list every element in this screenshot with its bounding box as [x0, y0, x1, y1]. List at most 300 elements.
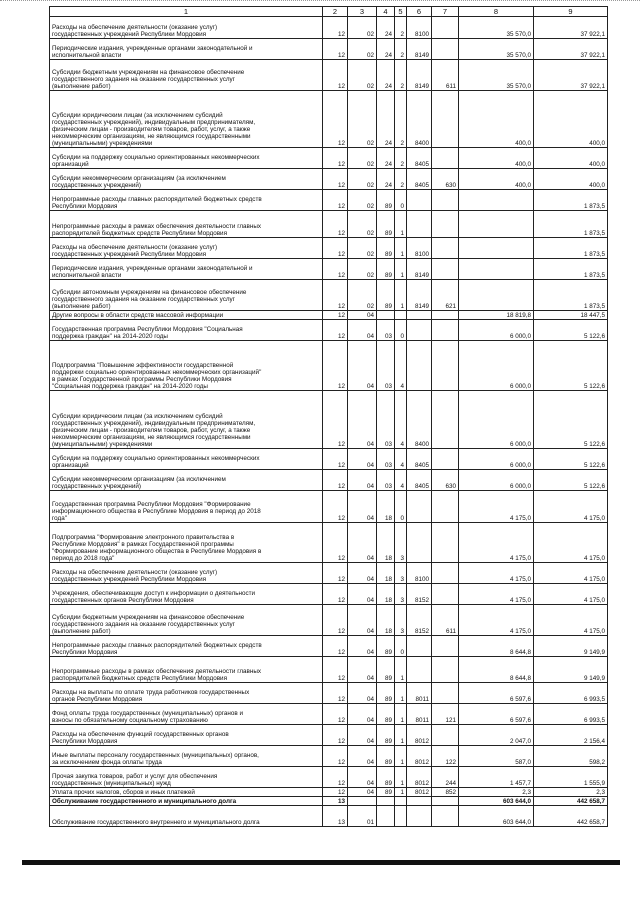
row-code-cell: 12 — [323, 523, 348, 563]
table-row — [50, 259, 608, 280]
row-code-cell: 12 — [323, 280, 348, 311]
row-code-cell: 89 — [377, 190, 395, 211]
row-code-cell — [407, 806, 432, 827]
row-code-cell — [432, 563, 459, 584]
table-row — [50, 704, 608, 725]
row-code-cell: 5 122,6 — [534, 341, 608, 391]
row-code-cell — [407, 320, 432, 341]
row-code-cell — [432, 725, 459, 746]
row-code-cell: 04 — [348, 788, 377, 797]
row-code-cell: 3 — [395, 605, 407, 636]
table-row — [50, 190, 608, 211]
row-code-cell: 24 — [377, 148, 395, 169]
table-row — [50, 148, 608, 169]
row-code-cell — [432, 91, 459, 148]
row-code-cell: 35 570,0 — [459, 17, 534, 39]
table-row — [50, 470, 608, 491]
row-code-cell: 04 — [348, 605, 377, 636]
table-row — [50, 605, 608, 636]
row-code-cell — [432, 523, 459, 563]
row-code-cell: 121 — [432, 704, 459, 725]
row-description-cell: Субсидии бюджетным учреждениям на финансовое обеспечение государственного задания на оказание государственных услуг (выполнение работ) — [50, 60, 323, 91]
row-code-cell: 12 — [323, 683, 348, 704]
row-code-cell — [407, 190, 432, 211]
table-row — [50, 169, 608, 190]
row-description-cell: Субсидии бюджетным учреждениям на финансовое обеспечение государственного задания на оказание государственных услуг (выполнение работ) — [50, 605, 323, 636]
row-code-cell: 12 — [323, 259, 348, 280]
row-description-cell: Субсидии на поддержку социально ориентированных некоммерческих организаций — [50, 449, 323, 470]
row-code-cell: 12 — [323, 17, 348, 39]
row-code-cell: 1 — [395, 238, 407, 259]
row-description-cell: Расходы на обеспечение деятельности (оказание услуг) государственных учреждений Республики Мордовия — [50, 17, 323, 39]
row-code-cell: 4 175,0 — [459, 584, 534, 605]
table-row — [50, 449, 608, 470]
row-code-cell: 8405 — [407, 449, 432, 470]
row-code-cell: 598,2 — [534, 746, 608, 767]
row-code-cell: 01 — [348, 806, 377, 827]
row-code-cell: 8011 — [407, 704, 432, 725]
row-code-cell: 12 — [323, 91, 348, 148]
row-code-cell: 4 175,0 — [459, 605, 534, 636]
row-code-cell: 24 — [377, 39, 395, 60]
row-description-cell: Субсидии автономным учреждениям на финансовое обеспечение государственного задания на оказание государственных услуг (выполнение работ) — [50, 280, 323, 311]
bottom-black-band — [22, 860, 620, 865]
row-description-cell: Государственная программа Республики Мордовия "Формирование информационного общества в Республике Мордовия в период до 2018 года" — [50, 491, 323, 523]
row-code-cell: 89 — [377, 767, 395, 788]
row-code-cell: 89 — [377, 238, 395, 259]
header-cell: 6 — [407, 7, 432, 17]
row-code-cell: 8012 — [407, 725, 432, 746]
row-code-cell — [395, 797, 407, 806]
row-code-cell: 12 — [323, 491, 348, 523]
row-code-cell — [432, 211, 459, 238]
top-dotted-rule — [0, 0, 640, 3]
row-code-cell: 852 — [432, 788, 459, 797]
row-code-cell: 04 — [348, 341, 377, 391]
row-code-cell: 18 — [377, 491, 395, 523]
row-code-cell: 8100 — [407, 563, 432, 584]
row-description-cell: Фонд оплаты труда государственных (муниципальных) органов и взносы по обязательному социальному страхованию — [50, 704, 323, 725]
row-code-cell: 611 — [432, 605, 459, 636]
row-code-cell: 02 — [348, 91, 377, 148]
row-code-cell: 02 — [348, 60, 377, 91]
row-code-cell: 4 175,0 — [534, 491, 608, 523]
row-code-cell — [459, 280, 534, 311]
row-description-cell: Обслуживание государственного и муниципального долга — [50, 797, 323, 806]
row-code-cell: 1 — [395, 280, 407, 311]
row-description-cell: Субсидии юридическим лицам (за исключением субсидий государственных учреждений), индивидуальным предпринимателям, физическим лицам - производителям товаров, работ, услуг, а также некоммерческим организациям, не являющимся государственными (муниципальными) учреждениями — [50, 91, 323, 148]
table-row — [50, 767, 608, 788]
row-code-cell: 04 — [348, 391, 377, 449]
row-code-cell: 04 — [348, 657, 377, 683]
row-code-cell: 4 175,0 — [459, 491, 534, 523]
table-row — [50, 91, 608, 148]
row-code-cell: 12 — [323, 704, 348, 725]
row-code-cell — [459, 190, 534, 211]
row-code-cell: 04 — [348, 683, 377, 704]
row-description-cell: Непрограммные расходы в рамках обеспечения деятельности главных распорядителей бюджетных средств Республики Мордовия — [50, 211, 323, 238]
row-code-cell: 3 — [395, 563, 407, 584]
row-code-cell: 13 — [323, 806, 348, 827]
row-code-cell: 18 — [377, 605, 395, 636]
row-code-cell: 5 122,6 — [534, 391, 608, 449]
row-description-cell: Уплата прочих налогов, сборов и иных платежей — [50, 788, 323, 797]
row-code-cell: 8149 — [407, 280, 432, 311]
row-code-cell: 04 — [348, 449, 377, 470]
row-code-cell: 12 — [323, 39, 348, 60]
row-code-cell: 8149 — [407, 39, 432, 60]
row-description-cell: Расходы на выплаты по оплате труда работников государственных органов Республики Мордовия — [50, 683, 323, 704]
row-code-cell: 4 — [395, 391, 407, 449]
header-row — [50, 7, 608, 17]
row-code-cell: 12 — [323, 60, 348, 91]
row-description-cell: Расходы на обеспечение функций государственных органов Республики Мордовия — [50, 725, 323, 746]
row-code-cell: 400,0 — [534, 169, 608, 190]
header-cell: 5 — [395, 7, 407, 17]
budget-table-sheet — [49, 6, 607, 827]
row-code-cell: 630 — [432, 470, 459, 491]
row-code-cell: 5 122,6 — [534, 470, 608, 491]
row-code-cell: 12 — [323, 320, 348, 341]
row-code-cell: 4 175,0 — [534, 605, 608, 636]
row-code-cell — [407, 657, 432, 683]
row-code-cell: 8405 — [407, 470, 432, 491]
row-code-cell: 9 149,9 — [534, 636, 608, 657]
row-code-cell: 18 — [377, 563, 395, 584]
row-description-cell: Подпрограмма "Формирование электронного правительства в Республике Мордовия" в рамках Государственной программы "Формирование информационного общества в Республике Мордовия в период до 2018 года" — [50, 523, 323, 563]
row-code-cell: 3 — [395, 584, 407, 605]
row-code-cell: 89 — [377, 636, 395, 657]
row-code-cell: 02 — [348, 259, 377, 280]
row-code-cell: 89 — [377, 657, 395, 683]
row-code-cell: 04 — [348, 704, 377, 725]
table-row — [50, 491, 608, 523]
row-code-cell: 8149 — [407, 259, 432, 280]
row-code-cell: 4 175,0 — [534, 584, 608, 605]
table-row — [50, 584, 608, 605]
row-code-cell: 603 644,0 — [459, 797, 534, 806]
row-description-cell: Расходы на обеспечение деятельности (оказание услуг) государственных учреждений Республики Мордовия — [50, 563, 323, 584]
table-row — [50, 563, 608, 584]
row-code-cell: 400,0 — [459, 148, 534, 169]
row-code-cell — [432, 797, 459, 806]
row-code-cell: 12 — [323, 148, 348, 169]
header-cell: 7 — [432, 7, 459, 17]
row-code-cell: 8012 — [407, 767, 432, 788]
row-code-cell: 02 — [348, 238, 377, 259]
row-code-cell: 4 — [395, 449, 407, 470]
row-code-cell: 12 — [323, 746, 348, 767]
row-code-cell: 8400 — [407, 391, 432, 449]
row-code-cell: 12 — [323, 391, 348, 449]
row-code-cell: 2 156,4 — [534, 725, 608, 746]
row-description-cell: Другие вопросы в области средств массовой информации — [50, 311, 323, 320]
row-code-cell: 89 — [377, 746, 395, 767]
row-code-cell: 1 873,5 — [534, 190, 608, 211]
header-cell: 1 — [50, 7, 323, 17]
row-code-cell — [377, 797, 395, 806]
header-cell: 9 — [534, 7, 608, 17]
row-code-cell: 8405 — [407, 169, 432, 190]
row-code-cell: 400,0 — [459, 169, 534, 190]
row-code-cell: 02 — [348, 211, 377, 238]
row-code-cell: 03 — [377, 341, 395, 391]
row-code-cell: 8100 — [407, 17, 432, 39]
row-code-cell: 12 — [323, 636, 348, 657]
table-row — [50, 211, 608, 238]
row-code-cell: 02 — [348, 169, 377, 190]
row-code-cell: 89 — [377, 725, 395, 746]
row-code-cell — [432, 17, 459, 39]
row-code-cell: 400,0 — [534, 91, 608, 148]
row-code-cell — [407, 311, 432, 320]
row-code-cell — [432, 311, 459, 320]
table-row — [50, 311, 608, 320]
table-row — [50, 746, 608, 767]
row-code-cell — [432, 391, 459, 449]
row-code-cell: 04 — [348, 491, 377, 523]
row-code-cell: 89 — [377, 704, 395, 725]
row-code-cell — [432, 584, 459, 605]
table-row — [50, 806, 608, 827]
row-code-cell: 244 — [432, 767, 459, 788]
row-code-cell: 02 — [348, 17, 377, 39]
row-description-cell: Субсидии некоммерческим организациям (за исключением государственных учреждений) — [50, 470, 323, 491]
row-code-cell: 04 — [348, 584, 377, 605]
row-code-cell: 89 — [377, 259, 395, 280]
row-code-cell — [432, 449, 459, 470]
row-description-cell: Государственная программа Республики Мордовия "Социальная поддержка граждан" на 2014-2020 годы — [50, 320, 323, 341]
row-code-cell: 630 — [432, 169, 459, 190]
row-code-cell: 04 — [348, 523, 377, 563]
table-row — [50, 657, 608, 683]
row-code-cell: 9 149,9 — [534, 657, 608, 683]
table-row — [50, 39, 608, 60]
row-code-cell — [407, 636, 432, 657]
row-code-cell: 89 — [377, 788, 395, 797]
row-description-cell: Периодические издания, учрежденные органами законодательной и исполнительной власти — [50, 259, 323, 280]
row-code-cell: 37 922,1 — [534, 17, 608, 39]
row-code-cell — [432, 39, 459, 60]
row-code-cell: 12 — [323, 725, 348, 746]
row-code-cell: 6 000,0 — [459, 391, 534, 449]
row-code-cell: 18 — [377, 584, 395, 605]
row-code-cell: 13 — [323, 797, 348, 806]
row-code-cell: 89 — [377, 280, 395, 311]
row-code-cell — [348, 797, 377, 806]
row-code-cell: 12 — [323, 238, 348, 259]
row-code-cell: 0 — [395, 190, 407, 211]
row-code-cell: 6 000,0 — [459, 449, 534, 470]
row-code-cell — [395, 311, 407, 320]
row-code-cell: 0 — [395, 491, 407, 523]
row-code-cell: 2,3 — [534, 788, 608, 797]
header-cell: 2 — [323, 7, 348, 17]
row-code-cell: 04 — [348, 767, 377, 788]
row-code-cell: 02 — [348, 190, 377, 211]
row-code-cell — [432, 148, 459, 169]
row-code-cell — [432, 320, 459, 341]
row-code-cell: 1 873,5 — [534, 280, 608, 311]
budget-table — [49, 6, 608, 827]
row-code-cell — [432, 341, 459, 391]
row-code-cell: 18 447,5 — [534, 311, 608, 320]
row-code-cell — [407, 797, 432, 806]
row-description-cell: Непрограммные расходы главных распорядителей бюджетных средств Республики Мордовия — [50, 636, 323, 657]
row-code-cell: 4 — [395, 341, 407, 391]
header-cell: 4 — [377, 7, 395, 17]
row-code-cell: 24 — [377, 17, 395, 39]
row-code-cell: 35 570,0 — [459, 60, 534, 91]
table-row — [50, 391, 608, 449]
table-body — [50, 7, 608, 827]
row-code-cell: 04 — [348, 746, 377, 767]
row-code-cell: 02 — [348, 280, 377, 311]
row-code-cell: 18 — [377, 523, 395, 563]
row-code-cell: 400,0 — [534, 148, 608, 169]
row-code-cell: 1 — [395, 211, 407, 238]
row-description-cell: Иные выплаты персоналу государственных (муниципальных) органов, за исключением фонда оплаты труда — [50, 746, 323, 767]
table-row — [50, 60, 608, 91]
row-code-cell — [407, 341, 432, 391]
row-code-cell: 6 993,5 — [534, 704, 608, 725]
row-code-cell: 24 — [377, 91, 395, 148]
row-description-cell: Обслуживание государственного внутреннего и муниципального долга — [50, 806, 323, 827]
row-code-cell: 6 000,0 — [459, 341, 534, 391]
row-code-cell: 12 — [323, 341, 348, 391]
row-code-cell: 12 — [323, 311, 348, 320]
row-code-cell: 603 644,0 — [459, 806, 534, 827]
row-code-cell: 6 000,0 — [459, 320, 534, 341]
row-code-cell: 12 — [323, 584, 348, 605]
row-code-cell: 89 — [377, 211, 395, 238]
row-code-cell: 8405 — [407, 148, 432, 169]
row-code-cell: 6 993,5 — [534, 683, 608, 704]
row-code-cell — [432, 491, 459, 523]
row-code-cell: 12 — [323, 470, 348, 491]
row-code-cell: 1 555,9 — [534, 767, 608, 788]
row-code-cell: 1 — [395, 746, 407, 767]
row-code-cell: 8011 — [407, 683, 432, 704]
row-code-cell: 442 658,7 — [534, 797, 608, 806]
table-row — [50, 320, 608, 341]
row-code-cell: 5 122,6 — [534, 449, 608, 470]
row-code-cell: 4 175,0 — [534, 523, 608, 563]
row-code-cell — [407, 491, 432, 523]
row-code-cell: 12 — [323, 767, 348, 788]
row-code-cell: 18 819,8 — [459, 311, 534, 320]
row-code-cell: 2 — [395, 148, 407, 169]
row-code-cell: 442 658,7 — [534, 806, 608, 827]
row-code-cell: 8012 — [407, 746, 432, 767]
row-description-cell: Непрограммные расходы в рамках обеспечения деятельности главных распорядителей бюджетных средств Республики Мордовия — [50, 657, 323, 683]
row-code-cell: 4 175,0 — [459, 563, 534, 584]
row-code-cell: 04 — [348, 311, 377, 320]
row-code-cell: 6 597,6 — [459, 683, 534, 704]
row-code-cell — [432, 683, 459, 704]
row-description-cell: Прочая закупка товаров, работ и услуг для обеспечения государственных (муниципальных) нужд — [50, 767, 323, 788]
row-code-cell: 03 — [377, 391, 395, 449]
row-code-cell: 04 — [348, 470, 377, 491]
table-row — [50, 725, 608, 746]
row-code-cell: 2 047,0 — [459, 725, 534, 746]
row-code-cell: 04 — [348, 563, 377, 584]
row-code-cell: 03 — [377, 470, 395, 491]
row-code-cell: 12 — [323, 657, 348, 683]
row-code-cell — [432, 190, 459, 211]
row-code-cell — [459, 238, 534, 259]
row-code-cell: 2 — [395, 17, 407, 39]
row-description-cell: Учреждения, обеспечивающие доступ к информации о деятельности государственных органов Республики Мордовия — [50, 584, 323, 605]
row-code-cell: 400,0 — [459, 91, 534, 148]
row-description-cell: Субсидии на поддержку социально ориентированных некоммерческих организаций — [50, 148, 323, 169]
table-row — [50, 683, 608, 704]
row-code-cell: 1 — [395, 767, 407, 788]
row-description-cell: Периодические издания, учрежденные органами законодательной и исполнительной власти — [50, 39, 323, 60]
row-code-cell: 1 — [395, 725, 407, 746]
row-code-cell: 6 597,6 — [459, 704, 534, 725]
table-row — [50, 17, 608, 39]
row-code-cell: 8149 — [407, 60, 432, 91]
row-description-cell: Подпрограмма "Повышение эффективности государственной поддержки социально ориентированных некоммерческих организаций" в рамках Государственной программы Республики Мордовия "Социальная поддержка граждан" на 2014-2020 годы — [50, 341, 323, 391]
row-code-cell: 621 — [432, 280, 459, 311]
row-code-cell: 8152 — [407, 584, 432, 605]
row-code-cell: 02 — [348, 148, 377, 169]
row-code-cell: 03 — [377, 320, 395, 341]
row-code-cell: 1 — [395, 683, 407, 704]
row-code-cell: 8 644,8 — [459, 636, 534, 657]
row-code-cell — [432, 657, 459, 683]
row-description-cell: Субсидии юридическим лицам (за исключением субсидий государственных учреждений), индивидуальным предпринимателям, физическим лицам - производителям товаров, работ, услуг, а также некоммерческим организациям, не являющимся государственными (муниципальными) учреждениями — [50, 391, 323, 449]
row-code-cell: 1 — [395, 657, 407, 683]
header-cell: 8 — [459, 7, 534, 17]
row-code-cell: 8152 — [407, 605, 432, 636]
row-code-cell: 122 — [432, 746, 459, 767]
row-code-cell: 5 122,6 — [534, 320, 608, 341]
row-code-cell — [377, 806, 395, 827]
table-row — [50, 788, 608, 797]
row-code-cell: 1 — [395, 788, 407, 797]
row-code-cell: 0 — [395, 636, 407, 657]
table-row — [50, 797, 608, 806]
row-code-cell: 37 922,1 — [534, 60, 608, 91]
row-code-cell — [432, 806, 459, 827]
row-code-cell: 2 — [395, 39, 407, 60]
row-code-cell: 02 — [348, 39, 377, 60]
row-code-cell: 1 873,5 — [534, 259, 608, 280]
row-code-cell: 6 000,0 — [459, 470, 534, 491]
table-row — [50, 280, 608, 311]
row-code-cell: 8400 — [407, 91, 432, 148]
row-code-cell — [459, 259, 534, 280]
row-code-cell: 0 — [395, 320, 407, 341]
row-code-cell: 611 — [432, 60, 459, 91]
row-code-cell — [432, 238, 459, 259]
table-row — [50, 238, 608, 259]
row-code-cell — [432, 636, 459, 657]
row-code-cell: 4 175,0 — [459, 523, 534, 563]
row-code-cell: 1 873,5 — [534, 211, 608, 238]
row-code-cell: 12 — [323, 563, 348, 584]
row-description-cell: Расходы на обеспечение деятельности (оказание услуг) государственных учреждений Республики Мордовия — [50, 238, 323, 259]
row-code-cell — [407, 523, 432, 563]
row-code-cell: 2 — [395, 169, 407, 190]
row-code-cell — [459, 211, 534, 238]
row-code-cell — [377, 311, 395, 320]
table-row — [50, 636, 608, 657]
row-code-cell — [407, 211, 432, 238]
row-code-cell: 1 — [395, 259, 407, 280]
